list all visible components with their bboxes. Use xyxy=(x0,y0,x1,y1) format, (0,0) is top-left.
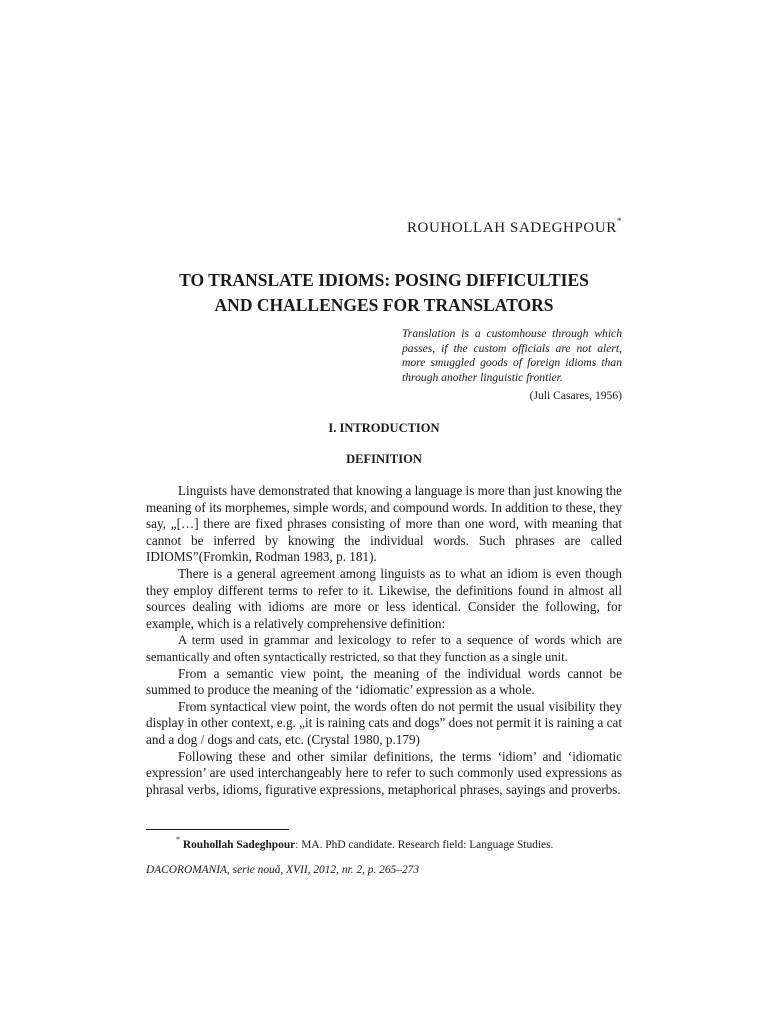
title-line-2: AND CHALLENGES FOR TRANSLATORS xyxy=(214,295,554,315)
paragraph: From syntactical view point, the words often do not permit the usual visibility they display in other context, e.g. „it is raining cats and dogs” does not permit it is raining a cat and a dog / dogs and cats, etc. (Crystal 1980, p.179) xyxy=(146,698,622,747)
author-name: ROUHOLLAH SADEGHPOUR xyxy=(406,220,617,236)
footnote xyxy=(176,836,553,851)
footnote-text: : MA. PhD candidate. Research field: Language Studies. xyxy=(295,838,554,851)
footnote-divider xyxy=(146,829,289,830)
footnote-author-name: Rouhollah Sadeghpour xyxy=(182,838,296,851)
paper-title xyxy=(146,268,622,318)
epigraph-quote: Translation is a customhouse through which passes, if the custom officials are not alert, more smuggled goods of foreign idioms than through another linguistic frontier. xyxy=(402,327,622,384)
paragraph: From a semantic view point, the meaning of the individual words cannot be summed to produce the meaning of the ‘idiomatic’ expression as a whole. xyxy=(146,665,622,698)
epigraph-source: (Juli Casares, 1956) xyxy=(529,389,622,402)
paragraph: There is a general agreement among linguists as to what an idiom is even though they employ different terms to refer to it. Likewise, the definitions found in almost all sources dealing with idioms are more or less identical. Consider the following, for example, which is a relatively comprehensive definition: xyxy=(146,565,622,631)
author-line xyxy=(407,218,622,237)
body-text xyxy=(146,483,622,798)
definition-quote-paragraph: A term used in grammar and lexicology to refer to a sequence of words which are semantically and often syntactically restricted, so that they function as a single unit. xyxy=(146,633,622,664)
journal-citation: DACOROMANIA, serie nouă, XVII, 2012, nr. 2, p. 265–273 xyxy=(146,864,420,876)
footnote-marker: * xyxy=(176,835,180,844)
paragraph: Following these and other similar definitions, the terms ‘idiom’ and ‘idiomatic expression’ are used interchangeably here to refer to such commonly used expressions as phrasal verbs, idioms, figurative expressions, metaphorical phrases, sayings and proverbs. xyxy=(146,748,622,797)
author-footnote-marker: * xyxy=(616,216,622,226)
title-line-1: TO TRANSLATE IDIOMS: POSING DIFFICULTIES xyxy=(179,270,589,290)
subsection-heading-definition: DEFINITION xyxy=(346,452,422,466)
section-heading-introduction: I. INTRODUCTION xyxy=(328,421,440,435)
paragraph: Linguists have demonstrated that knowing a language is more than just knowing the meaning of its morphemes, simple words, and compound words. In addition to these, they say, „[…] there are fixed phrases consisting of more than one word, with meaning that cannot be inferred by knowing the individual words. Such phrases are called IDIOMS”(Fromkin, Rodman 1983, p. 181). xyxy=(146,483,622,565)
